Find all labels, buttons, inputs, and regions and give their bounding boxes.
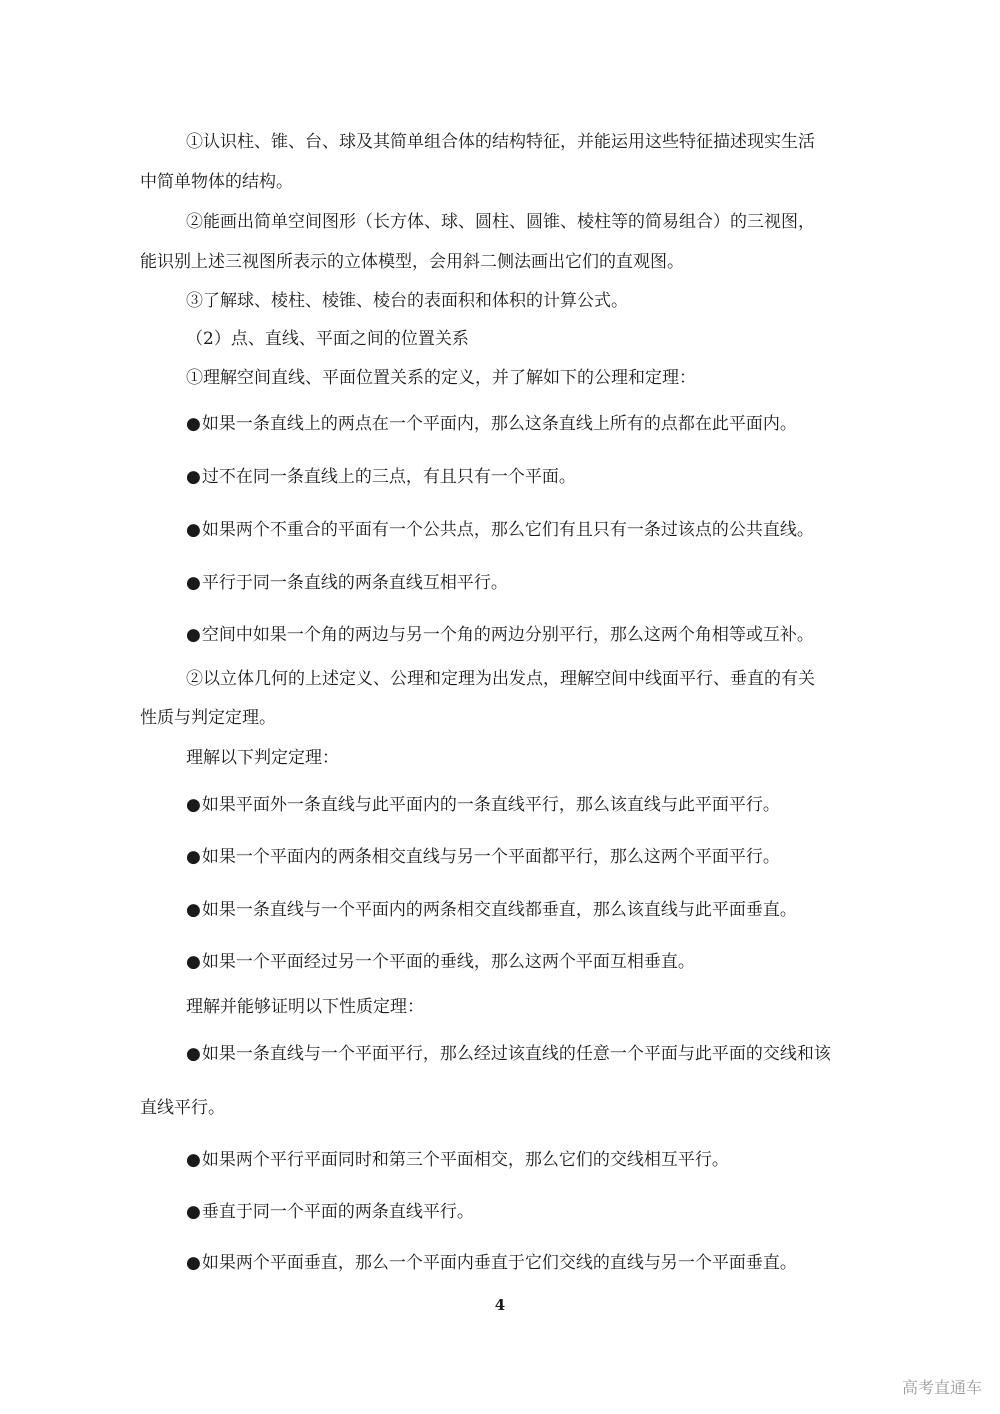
page-number: 4: [494, 1296, 506, 1314]
bullet-icon: ●: [186, 1253, 201, 1273]
bullet-icon: ●: [186, 1202, 201, 1222]
paragraph-structure-1-cont: 中简单物体的结构。: [140, 172, 293, 192]
axiom-item: ●平行于同一条直线的两条直线互相平行。: [186, 573, 508, 593]
bullet-icon: ●: [186, 952, 201, 972]
paragraph-three-views-1-cont: 能识别上述三视图所表示的立体模型，会用斜二侧法画出它们的直观图。: [140, 252, 684, 272]
bullet-icon: ●: [186, 900, 201, 920]
heading-property-theorems: 理解并能够证明以下性质定理：: [186, 997, 424, 1017]
property-theorem-item: ●垂直于同一个平面的两条直线平行。: [186, 1202, 474, 1222]
paragraph-starting-point-cont: 性质与判定定理。: [140, 708, 276, 728]
property-theorem-item: ●如果两个平面垂直，那么一个平面内垂直于它们交线的直线与另一个平面垂直。: [186, 1253, 797, 1273]
judgement-theorem-item: ●如果一个平面内的两条相交直线与另一个平面都平行，那么这两个平面平行。: [186, 847, 780, 867]
axiom-item: ●如果两个不重合的平面有一个公共点，那么它们有且只有一条过该点的公共直线。: [186, 520, 814, 540]
bullet-icon: ●: [186, 795, 201, 815]
paragraph-structure-1: ①认识柱、锥、台、球及其简单组合体的结构特征，并能运用这些特征描述现实生活: [186, 132, 815, 152]
bullet-icon: ●: [186, 414, 201, 434]
paragraph-starting-point: ②以立体几何的上述定义、公理和定理为出发点，理解空间中线面平行、垂直的有关: [186, 669, 815, 689]
watermark: 高考直通车: [901, 1378, 982, 1397]
property-theorem-item: ●如果两个平行平面同时和第三个平面相交，那么它们的交线相互平行。: [186, 1150, 729, 1170]
paragraph-definitions: ①理解空间直线、平面位置关系的定义，并了解如下的公理和定理：: [186, 368, 696, 388]
bullet-icon: ●: [186, 625, 201, 645]
property-theorem-item: ●如果一条直线与一个平面平行，那么经过该直线的任意一个平面与此平面的交线和该: [186, 1044, 831, 1064]
bullet-icon: ●: [186, 1150, 201, 1170]
axiom-item: ●空间中如果一个角的两边与另一个角的两边分别平行，那么这两个角相等或互补。: [186, 625, 814, 645]
judgement-theorem-item: ●如果一条直线与一个平面内的两条相交直线都垂直，那么该直线与此平面垂直。: [186, 900, 797, 920]
property-theorem-item-cont: 直线平行。: [140, 1098, 225, 1118]
bullet-icon: ●: [186, 573, 201, 593]
section-heading-positions: （2）点、直线、平面之间的位置关系: [186, 329, 469, 349]
bullet-icon: ●: [186, 467, 201, 487]
judgement-theorem-item: ●如果一个平面经过另一个平面的垂线，那么这两个平面互相垂直。: [186, 952, 695, 972]
axiom-item: ●如果一条直线上的两点在一个平面内，那么这条直线上所有的点都在此平面内。: [186, 414, 797, 434]
bullet-icon: ●: [186, 520, 201, 540]
judgement-theorem-item: ●如果平面外一条直线与此平面内的一条直线平行，那么该直线与此平面平行。: [186, 795, 780, 815]
axiom-item: ●过不在同一条直线上的三点，有且只有一个平面。: [186, 467, 576, 487]
paragraph-surface-volume: ③了解球、棱柱、棱锥、棱台的表面积和体积的计算公式。: [186, 291, 628, 311]
bullet-icon: ●: [186, 1044, 201, 1064]
paragraph-three-views-1: ②能画出简单空间图形（长方体、球、圆柱、圆锥、棱柱等的简易组合）的三视图，: [186, 212, 815, 232]
heading-judgement-theorems: 理解以下判定定理：: [186, 748, 339, 768]
bullet-icon: ●: [186, 847, 201, 867]
